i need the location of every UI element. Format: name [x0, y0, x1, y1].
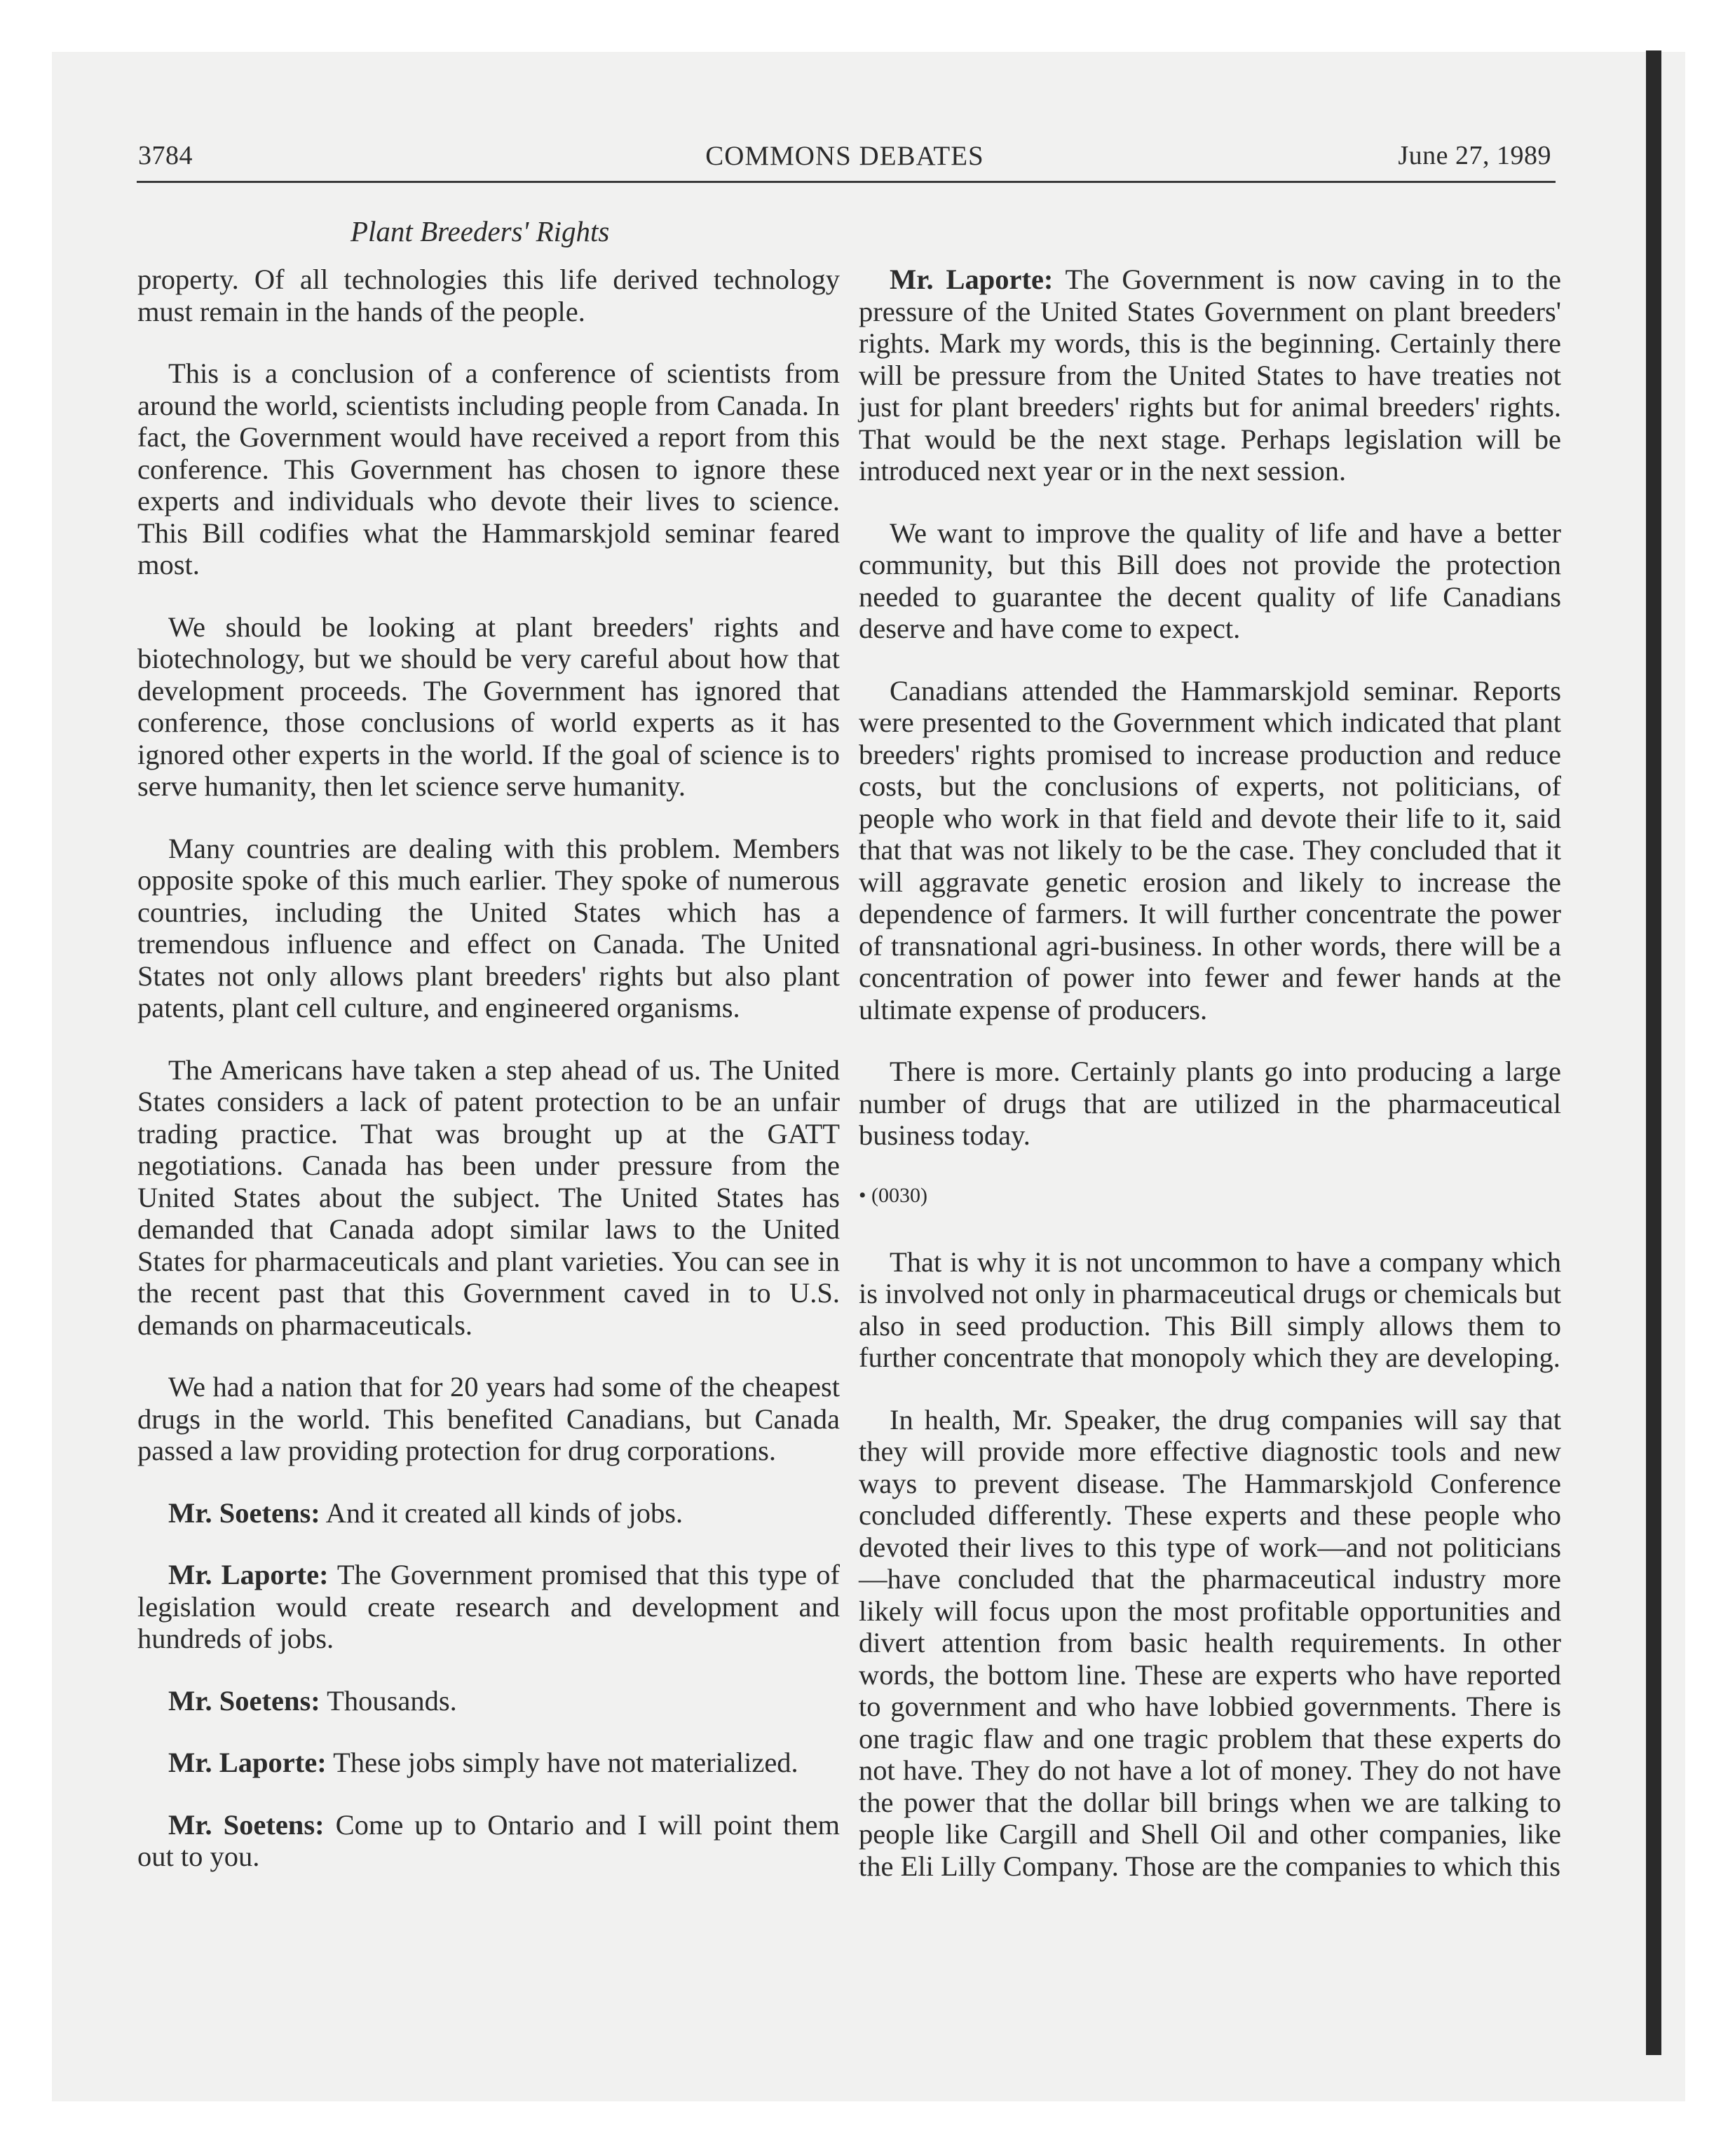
right-column — [859, 264, 1561, 1912]
speech-paragraph — [137, 1559, 840, 1655]
left-column — [137, 264, 840, 1903]
paragraph — [859, 1404, 1561, 1883]
speech-text: Thousands. — [327, 1684, 457, 1717]
section-title: Plant Breeders' Rights — [351, 215, 610, 247]
paragraph — [859, 675, 1561, 1026]
paragraph-text: There is more. Certainly plants go into producing a large number of drugs that are utilized in the pharmaceutical business today. — [859, 1056, 1561, 1151]
time-marker — [859, 1182, 1561, 1210]
header-rule — [137, 181, 1556, 183]
page-number: 3784 — [138, 141, 193, 170]
paragraph-text: Canadians attended the Hammarskjold seminar. Reports were presented to the Government which indicated that plant breeders' rights promised to increase production and reduce costs, but the conclusions of experts, not politicians, of people who work in that field and devote their life to it, said that that was not likely to be the case. They concluded that it will aggravate genetic erosion and likely to increase the dependence of farmers. It will further concentrate the power of transnational agri-business. In other words, there will be a concentration of power into fewer and fewer hands at the ultimate expense of producers. — [859, 674, 1561, 1025]
paragraph — [137, 264, 840, 327]
paragraph — [137, 1054, 840, 1342]
time-marker-text: • (0030) — [859, 1183, 927, 1207]
running-head — [138, 140, 1551, 179]
paragraph — [137, 1371, 840, 1467]
paragraph-text: That is why it is not uncommon to have a company which is involved not only in pharmaceutical drugs or chemicals but also in seed production. This Bill simply allows them to further concentrate that monopoly which they are developing. — [859, 1246, 1561, 1373]
speech-text: The Government promised that this type of legislation would create research and development and hundreds of jobs. — [137, 1559, 840, 1654]
speech-paragraph — [137, 1809, 840, 1873]
speaker-name: Mr. Soetens: — [168, 1808, 325, 1841]
speech-paragraph — [137, 1747, 840, 1779]
speech-text: And it created all kinds of jobs. — [325, 1496, 683, 1529]
binding-edge-shadow — [1646, 50, 1661, 2055]
sitting-date: June 27, 1989 — [1398, 141, 1551, 170]
speech-text: These jobs simply have not materialized. — [333, 1747, 798, 1778]
paragraph — [137, 833, 840, 1024]
paragraph-text: We had a nation that for 20 years had some of the cheapest drugs in the world. This benefited Canadians, but Canada passed a law providing protection for drug corporations. — [137, 1371, 840, 1466]
paragraph — [859, 517, 1561, 645]
speech-paragraph — [137, 1497, 840, 1529]
speech-paragraph — [859, 264, 1561, 487]
paragraph-text: In health, Mr. Speaker, the drug companies will say that they will provide more effective diagnostic tools and new ways to prevent disease. The Hammarskjold Conference concluded differently. These experts and these people who devoted their lives to this type of work—and not politicians—have concluded that the pharmaceutical industry more likely will focus upon the most profitable opportunities and divert attention from basic health requirements. In other words, the bottom line. These are experts who have reported to government and who have lobbied governments. There is one tragic flaw and one tragic problem that these experts do not have. They do not have a lot of money. They do not have the power that the dollar bill brings when we are talking to people like Cargill and Shell Oil and other companies, like the Eli Lilly Company. Those are the companies to which this — [859, 1403, 1561, 1882]
speaker-name: Mr. Laporte: — [890, 264, 1054, 295]
speaker-name: Mr. Soetens: — [168, 1496, 320, 1529]
paragraph-text: We should be looking at plant breeders' rights and biotechnology, but we should be very careful about how that development proceeds. The Government has ignored that conference, those conclusions of world experts as it has ignored other experts in the world. If the goal of science is to serve humanity, then let science serve humanity. — [137, 610, 840, 802]
paragraph — [137, 357, 840, 581]
paragraph-text: property. Of all technologies this life derived technology must remain in the hands of the people. — [137, 264, 840, 327]
paragraph-text: We want to improve the quality of life and have a better community, but this Bill does not provide the protection needed to guarantee the decent quality of life Canadians deserve and have come to expect. — [859, 517, 1561, 644]
paragraph-text: The Americans have taken a step ahead of us. The United States considers a lack of patent protection to be an unfair trading practice. That was brought up at the GATT negotiations. Canada has been under pressure from the United States about the subject. The United States has demanded that Canada adopt similar laws to the United States for pharmaceuticals and plant varieties. You can see in the recent past that this Government caved in to U.S. demands on pharmaceuticals. — [137, 1053, 840, 1341]
speaker-name: Mr. Laporte: — [168, 1559, 329, 1590]
paragraph-text: This is a conclusion of a conference of scientists from around the world, scientists including people from Canada. In fact, the Government would have received a report from this conference. This Government has chosen to ignore these experts and individuals who devote their lives to science. This Bill codifies what the Hammarskjold seminar feared most. — [137, 357, 840, 580]
speech-text: The Government is now caving in to the pressure of the United States Government on plant breeders' rights. Mark my words, this is the beginning. Certainly there will be pressure from the United States to have treaties not just for plant breeders' rights but for animal breeders' rights. That would be the next stage. Perhaps legislation will be introduced next year or in the next session. — [859, 264, 1561, 486]
paragraph — [137, 611, 840, 803]
paragraph — [859, 1056, 1561, 1152]
journal-title: COMMONS DEBATES — [705, 141, 984, 171]
paragraph — [859, 1246, 1561, 1374]
speech-paragraph — [137, 1685, 840, 1717]
speech-text: Come up to Ontario and I will point them out to you. — [137, 1808, 841, 1872]
speaker-name: Mr. Laporte: — [168, 1747, 327, 1778]
paragraph-text: Many countries are dealing with this problem. Members opposite spoke of this much earlier. They spoke of numerous countries, including the United States which has a tremendous influence and effect on Canada. The United States not only allows plant breeders' rights but also plant patents, plant cell culture, and engineered organisms. — [137, 832, 840, 1023]
speaker-name: Mr. Soetens: — [168, 1684, 320, 1717]
